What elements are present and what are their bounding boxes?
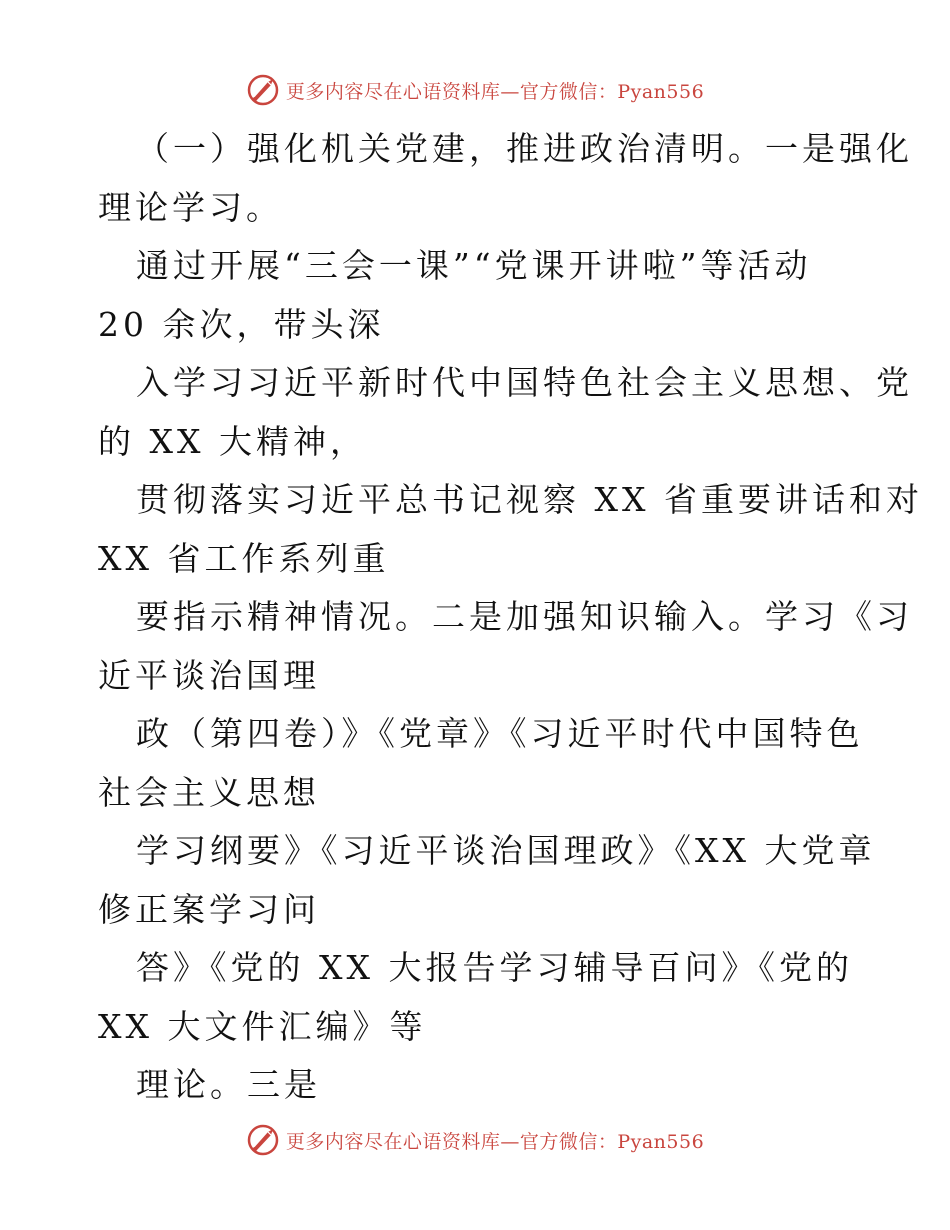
body-line: 答》《党的 XX 大报告学习辅导百问》《党的 bbox=[136, 948, 853, 987]
body-line: 社会主义思想 bbox=[98, 772, 320, 812]
header-banner bbox=[0, 72, 950, 108]
body-line: 理论。三是 bbox=[136, 1065, 321, 1104]
body-line: 修正案学习问 bbox=[98, 889, 320, 929]
body-line: 要指示精神情况。二是加强知识输入。学习《习 bbox=[136, 597, 913, 636]
body-text bbox=[98, 120, 923, 1115]
body-line: XX 大文件汇编》等 bbox=[98, 1006, 427, 1046]
quill-pen-circle-icon bbox=[246, 1123, 280, 1157]
quill-pen-circle-icon bbox=[246, 73, 280, 107]
body-line: 政（第四卷）》《党章》《习近平时代中国特色 bbox=[136, 714, 864, 753]
body-line: 的 XX 大精神， bbox=[98, 421, 367, 461]
footer-banner bbox=[0, 1122, 950, 1158]
body-line: 学习纲要》《习近平谈治国理政》《XX 大党章 bbox=[136, 831, 876, 870]
body-line: XX 省工作系列重 bbox=[98, 538, 390, 578]
footer-banner-text: 更多内容尽在心语资料库—官方微信：Pyan556 bbox=[285, 1130, 705, 1153]
body-line: （一）强化机关党建，推进政治清明。一是强化 bbox=[136, 129, 913, 168]
header-banner-text: 更多内容尽在心语资料库—官方微信：Pyan556 bbox=[285, 80, 705, 103]
body-line: 入学习习近平新时代中国特色社会主义思想、党 bbox=[136, 363, 913, 402]
body-line: 贯彻落实习近平总书记视察 XX 省重要讲话和对 bbox=[136, 480, 923, 519]
body-line: 通过开展“三会一课”“党课开讲啦”等活动 bbox=[136, 246, 812, 285]
body-line: 理论学习。 bbox=[98, 187, 283, 227]
body-line: 近平谈治国理 bbox=[98, 655, 320, 695]
body-line: 20 余次，带头深 bbox=[98, 304, 385, 344]
